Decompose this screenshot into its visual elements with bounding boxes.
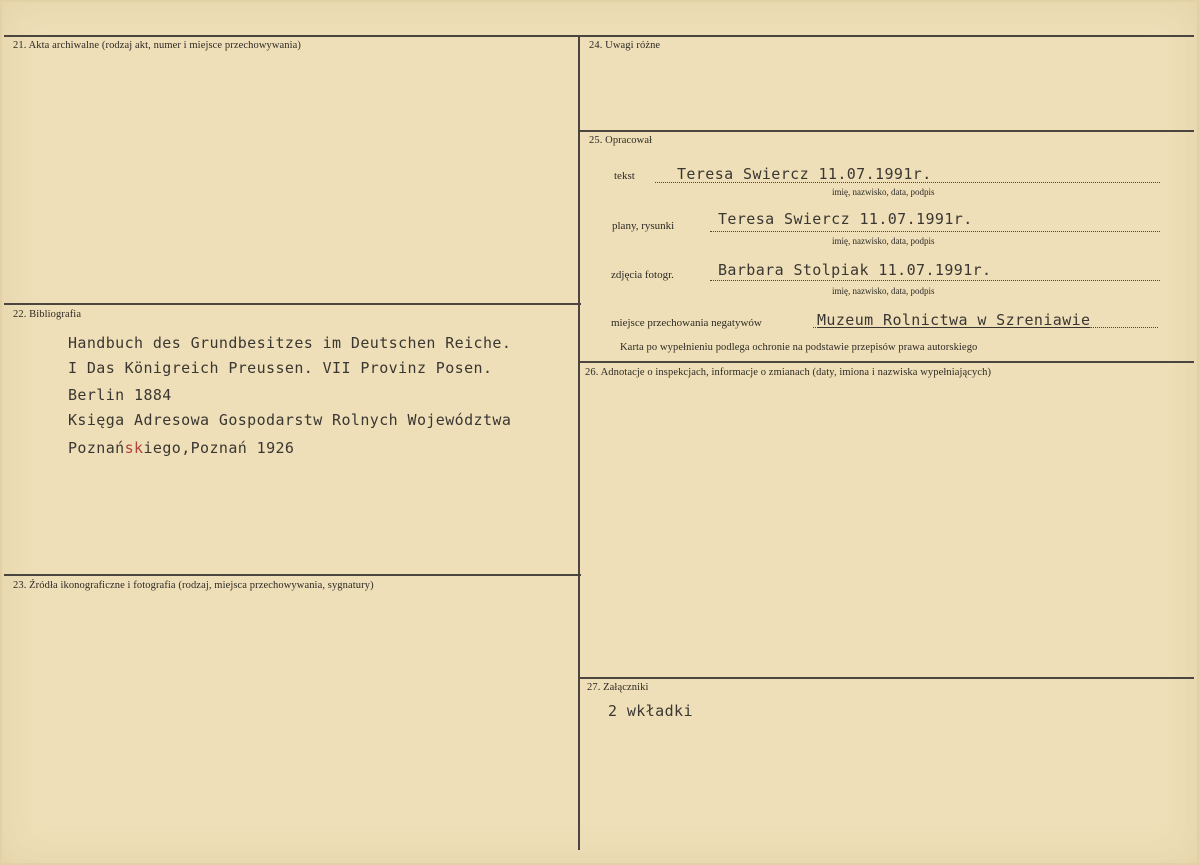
copyright-notice: Karta po wypełnieniu podlega ochronie na podstawie przepisów prawa autorskiego <box>620 342 978 353</box>
plany-caption: imię, nazwisko, data, podpis <box>832 236 935 246</box>
zdjecia-label: zdjęcia fotogr. <box>611 269 674 281</box>
section-22-label: 22. Bibliografia <box>13 309 82 320</box>
section-23-label: 23. Źródła ikonograficzne i fotografia (rodzaj, miejsca przechowywania, sygnatury) <box>13 580 374 591</box>
center-divider <box>578 35 580 850</box>
section-25-label: 25. Opracował <box>589 135 653 146</box>
plany-value: Teresa Swiercz 11.07.1991r. <box>718 210 973 228</box>
plany-line <box>710 231 1160 232</box>
divider-26-27 <box>580 677 1194 679</box>
bibliography-line-5-red: sk <box>124 439 144 457</box>
section-27-label: 27. Załączniki <box>587 682 649 693</box>
plany-label: plany, rysunki <box>612 220 675 232</box>
bibliography-line-4: Księga Adresowa Gospodarstw Rolnych Województwa <box>68 411 512 429</box>
section-26-label: 26. Adnotacje o inspekcjach, informacje o zmianach (daty, imiona i nazwiska wypełniających) <box>585 367 992 378</box>
bibliography-line-5 <box>68 439 294 457</box>
section-21-label: 21. Akta archiwalne (rodzaj akt, numer i miejsce przechowywania) <box>13 40 302 51</box>
bibliography-line-5-part-b: iego,Poznań 1926 <box>143 439 295 457</box>
miejsce-label: miejsce przechowania negatywów <box>611 317 762 329</box>
divider-25-26 <box>580 361 1194 363</box>
zdjecia-line <box>710 280 1160 281</box>
attachments-value: 2 wkładki <box>608 702 693 720</box>
bibliography-line-2: I Das Königreich Preussen. VII Provinz Posen. <box>68 359 493 377</box>
divider-22-23 <box>4 574 581 576</box>
tekst-value: Teresa Swiercz 11.07.1991r. <box>677 165 932 183</box>
zdjecia-value: Barbara Stolpiak 11.07.1991r. <box>718 261 992 279</box>
tekst-label: tekst <box>614 170 635 182</box>
section-24-label: 24. Uwagi różne <box>589 40 661 51</box>
zdjecia-caption: imię, nazwisko, data, podpis <box>832 286 935 296</box>
bibliography-line-1: Handbuch des Grundbesitzes im Deutschen Reiche. <box>68 334 512 352</box>
divider-24-25 <box>580 130 1194 132</box>
tekst-caption: imię, nazwisko, data, podpis <box>832 187 935 197</box>
bibliography-line-3: Berlin 1884 <box>68 386 172 404</box>
bibliography-line-5-part-a: Poznań <box>68 439 125 457</box>
top-border <box>4 35 1194 37</box>
miejsce-value: Muzeum Rolnictwa w Szreniawie <box>817 311 1091 329</box>
divider-21-22 <box>4 303 581 305</box>
